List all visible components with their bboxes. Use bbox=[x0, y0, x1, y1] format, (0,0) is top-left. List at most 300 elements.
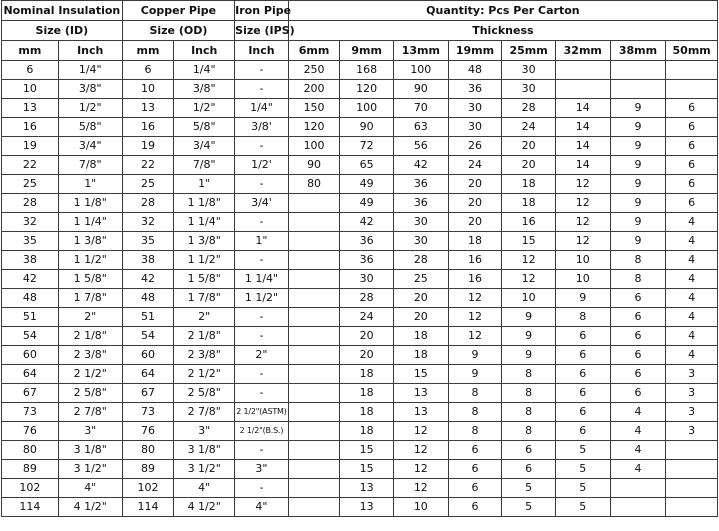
table-cell: 6 bbox=[502, 460, 556, 479]
table-cell bbox=[610, 80, 666, 99]
table-cell: 9 bbox=[610, 232, 666, 251]
table-cell: 12 bbox=[448, 327, 502, 346]
table-cell: - bbox=[235, 175, 289, 194]
table-row bbox=[2, 308, 718, 327]
table-cell: 12 bbox=[555, 175, 610, 194]
table-row bbox=[2, 498, 718, 517]
table-row bbox=[2, 61, 718, 80]
table-cell: 4 1/2" bbox=[174, 498, 235, 517]
table-cell: 6 bbox=[610, 365, 666, 384]
table-cell: 2" bbox=[235, 346, 289, 365]
table-cell: 14 bbox=[555, 137, 610, 156]
table-cell: 12 bbox=[502, 251, 556, 270]
table-cell: 35 bbox=[2, 232, 59, 251]
table-cell: 9 bbox=[502, 346, 556, 365]
table-cell: 2" bbox=[174, 308, 235, 327]
table-cell: 16 bbox=[448, 270, 502, 289]
table-cell: 8 bbox=[448, 384, 502, 403]
table-cell: 10 bbox=[393, 498, 448, 517]
table-cell bbox=[288, 251, 340, 270]
table-cell: 7/8" bbox=[58, 156, 122, 175]
table-cell bbox=[288, 232, 340, 251]
table-row bbox=[2, 365, 718, 384]
table-cell: 9 bbox=[555, 289, 610, 308]
table-cell: 120 bbox=[340, 80, 394, 99]
table-cell: 16 bbox=[502, 213, 556, 232]
table-cell: 12 bbox=[393, 479, 448, 498]
table-cell: 7/8" bbox=[174, 156, 235, 175]
table-cell: 20 bbox=[502, 137, 556, 156]
table-cell: 2 5/8" bbox=[58, 384, 122, 403]
table-cell: 18 bbox=[502, 194, 556, 213]
table-cell: 1 1/4" bbox=[235, 270, 289, 289]
table-cell bbox=[288, 327, 340, 346]
table-cell: 49 bbox=[340, 194, 394, 213]
table-cell: 60 bbox=[122, 346, 174, 365]
table-cell: 1 3/8" bbox=[58, 232, 122, 251]
table-cell bbox=[288, 308, 340, 327]
table-row bbox=[2, 156, 718, 175]
table-cell: 9 bbox=[610, 99, 666, 118]
table-row bbox=[2, 441, 718, 460]
table-cell: 1" bbox=[235, 232, 289, 251]
table-cell: 13 bbox=[340, 498, 394, 517]
table-cell: 3 bbox=[666, 384, 718, 403]
table-cell: 9 bbox=[610, 137, 666, 156]
table-cell bbox=[288, 365, 340, 384]
table-row bbox=[2, 251, 718, 270]
table-cell: 72 bbox=[340, 137, 394, 156]
table-cell: 3/8' bbox=[235, 118, 289, 137]
table-cell: 3/4" bbox=[58, 137, 122, 156]
table-cell: 4 bbox=[666, 270, 718, 289]
table-cell: 2 1/8" bbox=[174, 327, 235, 346]
table-cell: 9 bbox=[502, 308, 556, 327]
table-cell: - bbox=[235, 384, 289, 403]
table-cell: 4 bbox=[610, 403, 666, 422]
table-cell: 89 bbox=[2, 460, 59, 479]
table-cell: 28 bbox=[122, 194, 174, 213]
column-header: Inch bbox=[58, 41, 122, 61]
table-cell: 5/8" bbox=[174, 118, 235, 137]
table-cell: 42 bbox=[2, 270, 59, 289]
table-cell: 5 bbox=[502, 479, 556, 498]
table-cell: 1 3/8" bbox=[174, 232, 235, 251]
table-cell: 1 5/8" bbox=[58, 270, 122, 289]
table-cell: 22 bbox=[122, 156, 174, 175]
table-cell: 3/4" bbox=[174, 137, 235, 156]
table-cell: 32 bbox=[122, 213, 174, 232]
table-cell: 2 1/2"(ASTM) bbox=[235, 403, 289, 422]
table-cell bbox=[288, 479, 340, 498]
table-cell: 8 bbox=[555, 308, 610, 327]
table-cell: 6 bbox=[666, 137, 718, 156]
table-cell: 6 bbox=[448, 498, 502, 517]
table-cell: 3 bbox=[666, 422, 718, 441]
table-cell: 90 bbox=[340, 118, 394, 137]
column-header: Inch bbox=[235, 41, 289, 61]
table-cell: 26 bbox=[448, 137, 502, 156]
table-cell: 76 bbox=[122, 422, 174, 441]
table-cell: 114 bbox=[122, 498, 174, 517]
table-cell bbox=[666, 441, 718, 460]
table-cell: - bbox=[235, 61, 289, 80]
table-cell: 2 7/8" bbox=[58, 403, 122, 422]
table-cell: 1 1/4" bbox=[174, 213, 235, 232]
table-cell: 64 bbox=[122, 365, 174, 384]
table-cell: 4" bbox=[58, 479, 122, 498]
table-cell: 30 bbox=[448, 99, 502, 118]
table-cell: 6 bbox=[610, 346, 666, 365]
table-cell: 9 bbox=[610, 118, 666, 137]
table-cell: 20 bbox=[502, 156, 556, 175]
table-cell: 4 bbox=[610, 441, 666, 460]
table-cell: 4 bbox=[666, 289, 718, 308]
table-cell: 24 bbox=[448, 156, 502, 175]
table-cell: 20 bbox=[448, 213, 502, 232]
table-cell: 9 bbox=[610, 213, 666, 232]
table-cell: 22 bbox=[2, 156, 59, 175]
table-cell: 2 1/2" bbox=[174, 365, 235, 384]
table-cell: 2 5/8" bbox=[174, 384, 235, 403]
table-cell: 3/8" bbox=[174, 80, 235, 99]
table-cell: 6 bbox=[555, 365, 610, 384]
table-cell: 6 bbox=[502, 441, 556, 460]
table-cell: 6 bbox=[666, 156, 718, 175]
table-cell: 12 bbox=[555, 213, 610, 232]
table-cell bbox=[666, 498, 718, 517]
table-cell bbox=[666, 479, 718, 498]
table-cell: 20 bbox=[448, 175, 502, 194]
table-cell: 6 bbox=[666, 99, 718, 118]
iron-pipe-header: Iron Pipe bbox=[235, 1, 289, 21]
table-cell: 15 bbox=[340, 441, 394, 460]
table-cell: 6 bbox=[448, 441, 502, 460]
table-row bbox=[2, 460, 718, 479]
table-cell: 20 bbox=[340, 327, 394, 346]
table-cell: 3" bbox=[235, 460, 289, 479]
table-cell: 24 bbox=[340, 308, 394, 327]
table-cell: 4 bbox=[666, 251, 718, 270]
table-cell: 6 bbox=[448, 460, 502, 479]
column-header: 9mm bbox=[340, 41, 394, 61]
table-cell: 30 bbox=[502, 61, 556, 80]
column-header: 50mm bbox=[666, 41, 718, 61]
table-cell: 14 bbox=[555, 99, 610, 118]
table-cell: 73 bbox=[122, 403, 174, 422]
table-cell: 6 bbox=[555, 346, 610, 365]
table-row bbox=[2, 80, 718, 99]
table-cell: 28 bbox=[393, 251, 448, 270]
table-cell: 6 bbox=[666, 194, 718, 213]
table-cell: 76 bbox=[2, 422, 59, 441]
column-header: 38mm bbox=[610, 41, 666, 61]
table-cell: 24 bbox=[502, 118, 556, 137]
table-cell: 20 bbox=[340, 346, 394, 365]
table-cell: 2" bbox=[58, 308, 122, 327]
table-cell: 18 bbox=[502, 175, 556, 194]
table-cell: 16 bbox=[448, 251, 502, 270]
table-cell: 1 1/4" bbox=[58, 213, 122, 232]
table-cell: 1 1/2" bbox=[58, 251, 122, 270]
table-cell: 70 bbox=[393, 99, 448, 118]
nominal-size-header: Size (ID) bbox=[2, 21, 123, 41]
table-cell: 20 bbox=[393, 308, 448, 327]
table-cell: 63 bbox=[393, 118, 448, 137]
table-cell: 2 1/2" bbox=[58, 365, 122, 384]
table-cell: 4" bbox=[235, 498, 289, 517]
table-cell: 3 1/2" bbox=[174, 460, 235, 479]
table-cell: 9 bbox=[448, 346, 502, 365]
header-row-3 bbox=[2, 41, 718, 61]
table-cell bbox=[288, 403, 340, 422]
column-header: 13mm bbox=[393, 41, 448, 61]
table-cell: 12 bbox=[393, 441, 448, 460]
table-cell: 18 bbox=[393, 346, 448, 365]
table-cell: 90 bbox=[288, 156, 340, 175]
table-cell: 64 bbox=[2, 365, 59, 384]
table-cell: 8 bbox=[448, 403, 502, 422]
table-cell: 8 bbox=[502, 384, 556, 403]
table-cell: 12 bbox=[393, 460, 448, 479]
table-cell: 8 bbox=[610, 270, 666, 289]
table-cell bbox=[666, 80, 718, 99]
table-cell: 9 bbox=[502, 327, 556, 346]
column-header: 6mm bbox=[288, 41, 340, 61]
table-cell: 1/4" bbox=[58, 61, 122, 80]
table-cell: 4 bbox=[610, 460, 666, 479]
table-cell: 2 1/8" bbox=[58, 327, 122, 346]
table-cell: 18 bbox=[340, 365, 394, 384]
table-cell: 10 bbox=[122, 80, 174, 99]
table-cell bbox=[288, 441, 340, 460]
table-cell: 18 bbox=[340, 422, 394, 441]
table-cell: 36 bbox=[340, 232, 394, 251]
table-cell: 56 bbox=[393, 137, 448, 156]
table-cell bbox=[555, 61, 610, 80]
table-cell: 16 bbox=[122, 118, 174, 137]
table-cell: 9 bbox=[610, 194, 666, 213]
table-cell: 54 bbox=[2, 327, 59, 346]
table-cell: 73 bbox=[2, 403, 59, 422]
table-cell: 5 bbox=[555, 441, 610, 460]
table-cell bbox=[288, 346, 340, 365]
table-cell: 3" bbox=[174, 422, 235, 441]
table-cell: 19 bbox=[2, 137, 59, 156]
table-cell: 8 bbox=[502, 422, 556, 441]
table-cell: - bbox=[235, 327, 289, 346]
table-cell: 89 bbox=[122, 460, 174, 479]
table-cell: 36 bbox=[393, 194, 448, 213]
table-cell: 32 bbox=[2, 213, 59, 232]
table-cell: - bbox=[235, 441, 289, 460]
nominal-insulation-header: Nominal Insulation bbox=[2, 1, 123, 21]
table-cell: 51 bbox=[122, 308, 174, 327]
table-cell bbox=[555, 80, 610, 99]
table-cell: 36 bbox=[340, 251, 394, 270]
table-cell: 6 bbox=[448, 479, 502, 498]
table-body bbox=[2, 61, 718, 517]
quantity-header: Quantity: Pcs Per Carton bbox=[288, 1, 717, 21]
table-cell: 36 bbox=[393, 175, 448, 194]
table-cell: 13 bbox=[2, 99, 59, 118]
table-cell: 6 bbox=[610, 327, 666, 346]
table-cell: 100 bbox=[340, 99, 394, 118]
table-row bbox=[2, 327, 718, 346]
table-row bbox=[2, 422, 718, 441]
table-cell: 12 bbox=[393, 422, 448, 441]
table-cell bbox=[288, 213, 340, 232]
table-cell: 120 bbox=[288, 118, 340, 137]
table-cell: 1 7/8" bbox=[58, 289, 122, 308]
table-cell: 3 1/8" bbox=[174, 441, 235, 460]
table-cell: 18 bbox=[393, 327, 448, 346]
table-cell: 4 1/2" bbox=[58, 498, 122, 517]
table-cell bbox=[288, 270, 340, 289]
copper-pipe-header: Copper Pipe bbox=[122, 1, 234, 21]
table-cell: 1/4" bbox=[235, 99, 289, 118]
table-cell: 1 1/2" bbox=[174, 251, 235, 270]
table-cell: 9 bbox=[610, 156, 666, 175]
table-cell: 20 bbox=[448, 194, 502, 213]
table-cell: 6 bbox=[666, 118, 718, 137]
table-cell: 10 bbox=[555, 251, 610, 270]
table-cell: 48 bbox=[2, 289, 59, 308]
table-cell: 14 bbox=[555, 156, 610, 175]
table-cell: 1 5/8" bbox=[174, 270, 235, 289]
table-cell: 1" bbox=[174, 175, 235, 194]
table-cell: 102 bbox=[122, 479, 174, 498]
table-cell: - bbox=[235, 365, 289, 384]
table-row bbox=[2, 99, 718, 118]
table-cell: 80 bbox=[122, 441, 174, 460]
table-cell: - bbox=[235, 251, 289, 270]
table-cell: 28 bbox=[502, 99, 556, 118]
table-cell: 1/2" bbox=[58, 99, 122, 118]
table-cell: 1" bbox=[58, 175, 122, 194]
table-row bbox=[2, 213, 718, 232]
table-cell: 18 bbox=[340, 403, 394, 422]
table-cell: 102 bbox=[2, 479, 59, 498]
table-cell: 35 bbox=[122, 232, 174, 251]
table-cell: 67 bbox=[2, 384, 59, 403]
table-cell bbox=[288, 384, 340, 403]
table-cell bbox=[288, 498, 340, 517]
table-cell: 6 bbox=[555, 403, 610, 422]
table-cell: 4 bbox=[666, 232, 718, 251]
table-cell: 8 bbox=[502, 403, 556, 422]
table-cell: 14 bbox=[555, 118, 610, 137]
table-cell: 1/4" bbox=[174, 61, 235, 80]
table-cell: 13 bbox=[122, 99, 174, 118]
table-cell: 250 bbox=[288, 61, 340, 80]
table-row bbox=[2, 403, 718, 422]
table-cell: 54 bbox=[122, 327, 174, 346]
iron-size-header: Size (IPS) bbox=[235, 21, 289, 41]
table-cell: 6 bbox=[610, 289, 666, 308]
table-cell: 1 1/8" bbox=[58, 194, 122, 213]
table-cell bbox=[666, 460, 718, 479]
table-cell: 3 bbox=[666, 365, 718, 384]
table-row bbox=[2, 194, 718, 213]
table-cell: 36 bbox=[448, 80, 502, 99]
table-cell bbox=[610, 61, 666, 80]
table-cell: 12 bbox=[448, 289, 502, 308]
table-cell bbox=[288, 460, 340, 479]
table-cell: 20 bbox=[393, 289, 448, 308]
table-cell: 25 bbox=[2, 175, 59, 194]
table-cell: 6 bbox=[610, 308, 666, 327]
copper-size-header: Size (OD) bbox=[122, 21, 234, 41]
table-cell: 2 1/2"(B.S.) bbox=[235, 422, 289, 441]
table-cell: 30 bbox=[340, 270, 394, 289]
table-cell: 12 bbox=[448, 308, 502, 327]
table-cell bbox=[288, 422, 340, 441]
table-cell: 12 bbox=[502, 270, 556, 289]
table-cell bbox=[610, 479, 666, 498]
table-cell: 4 bbox=[666, 213, 718, 232]
table-cell: - bbox=[235, 213, 289, 232]
table-cell: 25 bbox=[122, 175, 174, 194]
table-cell: 168 bbox=[340, 61, 394, 80]
table-row bbox=[2, 118, 718, 137]
table-cell: 2 3/8" bbox=[174, 346, 235, 365]
table-cell: 15 bbox=[502, 232, 556, 251]
table-cell: 3/8" bbox=[58, 80, 122, 99]
table-cell: 30 bbox=[393, 213, 448, 232]
table-cell: 5/8" bbox=[58, 118, 122, 137]
table-cell: 8 bbox=[610, 251, 666, 270]
table-cell: 114 bbox=[2, 498, 59, 517]
table-cell: 6 bbox=[555, 422, 610, 441]
header-row-1 bbox=[2, 1, 718, 21]
table-cell: 13 bbox=[393, 403, 448, 422]
table-cell: 8 bbox=[448, 422, 502, 441]
table-row bbox=[2, 175, 718, 194]
table-cell: 30 bbox=[448, 118, 502, 137]
table-cell: 5 bbox=[555, 460, 610, 479]
table-cell: 49 bbox=[340, 175, 394, 194]
table-cell: 6 bbox=[555, 384, 610, 403]
table-cell: 65 bbox=[340, 156, 394, 175]
table-cell: 13 bbox=[393, 384, 448, 403]
table-cell bbox=[666, 61, 718, 80]
table-cell: 150 bbox=[288, 99, 340, 118]
column-header: Inch bbox=[174, 41, 235, 61]
table-cell: 8 bbox=[502, 365, 556, 384]
table-cell: 19 bbox=[122, 137, 174, 156]
table-cell: 2 7/8" bbox=[174, 403, 235, 422]
table-cell: 42 bbox=[393, 156, 448, 175]
table-cell: 12 bbox=[555, 194, 610, 213]
table-cell: 25 bbox=[393, 270, 448, 289]
table-cell: 90 bbox=[393, 80, 448, 99]
table-cell: 9 bbox=[448, 365, 502, 384]
table-cell: 67 bbox=[122, 384, 174, 403]
table-cell: 100 bbox=[288, 137, 340, 156]
table-cell: 4 bbox=[610, 422, 666, 441]
table-cell: 1/2" bbox=[174, 99, 235, 118]
table-cell: 15 bbox=[340, 460, 394, 479]
table-cell: 6 bbox=[2, 61, 59, 80]
table-cell: 48 bbox=[122, 289, 174, 308]
table-cell: 3 bbox=[666, 403, 718, 422]
table-cell: - bbox=[235, 137, 289, 156]
table-cell: - bbox=[235, 80, 289, 99]
table-cell: 51 bbox=[2, 308, 59, 327]
table-cell: 16 bbox=[2, 118, 59, 137]
table-cell: 13 bbox=[340, 479, 394, 498]
